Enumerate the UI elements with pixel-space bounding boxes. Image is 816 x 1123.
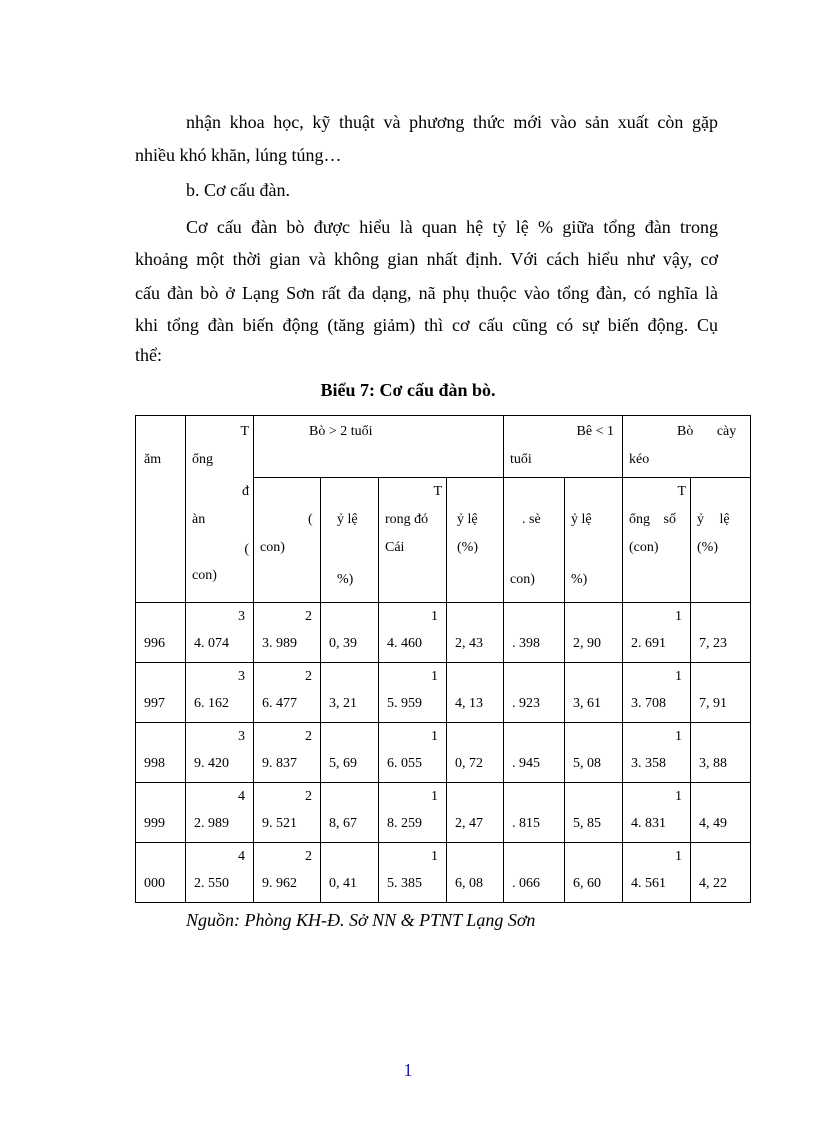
table-cell: 1 4. 460 (379, 603, 447, 663)
table-cell: 2, 90 (565, 603, 623, 663)
table-cell: 8, 67 (321, 783, 379, 843)
table-cell: 998 (136, 723, 186, 783)
table-row (136, 723, 751, 783)
header-draft-total: T ổng số (con) (623, 478, 691, 603)
table-cell: 2 6. 477 (254, 663, 321, 723)
table-cell: 0, 39 (321, 603, 379, 663)
header-draft-ratio: ỷ lệ (%) (691, 478, 751, 603)
header-group-cows-over-2: Bò > 2 tuổi (254, 416, 504, 478)
table-cell: 1 3. 708 (623, 663, 691, 723)
cattle-structure-table (135, 415, 751, 903)
table-cell: 2 9. 962 (254, 843, 321, 903)
header-group-calves-under-1: Bê < 1 tuổi (504, 416, 623, 478)
table-cell: . 398 (504, 603, 565, 663)
table-cell: . 066 (504, 843, 565, 903)
header-group-draft-cattle: Bò cày kéo (623, 416, 751, 478)
table-cell: 1 8. 259 (379, 783, 447, 843)
table-cell: 0, 72 (447, 723, 504, 783)
table-cell: 1 2. 691 (623, 603, 691, 663)
table-cell: 4, 49 (691, 783, 751, 843)
paragraph-line: khi tổng đàn biến động (tăng giảm) thì cơ cấu cũng có sự biến động. Cụ (135, 315, 718, 335)
table-cell: 4, 13 (447, 663, 504, 723)
paragraph-line: khoảng một thời gian và không gian nhất định. Với cách hiểu như vậy, cơ (135, 249, 718, 269)
table-cell: 999 (136, 783, 186, 843)
table-cell: 1 5. 959 (379, 663, 447, 723)
section-heading: b. Cơ cấu đàn. (186, 180, 290, 200)
table-cell: 1 4. 831 (623, 783, 691, 843)
table-cell: 4, 22 (691, 843, 751, 903)
table-cell: 0, 41 (321, 843, 379, 903)
table-cell: . 923 (504, 663, 565, 723)
table-cell: 2 3. 989 (254, 603, 321, 663)
table-cell: 3, 61 (565, 663, 623, 723)
header-calf-count: . sè con) (504, 478, 565, 603)
table-cell: 3 6. 162 (186, 663, 254, 723)
table-cell: 5, 69 (321, 723, 379, 783)
header-ratio: ỷ lệ %) (321, 478, 379, 603)
table-cell: 997 (136, 663, 186, 723)
table-row (136, 783, 751, 843)
header-count: ( con) (254, 478, 321, 603)
table-cell: 1 3. 358 (623, 723, 691, 783)
table-cell: 2 9. 521 (254, 783, 321, 843)
paragraph-line: nhận khoa học, kỹ thuật và phương thức mới vào sản xuất còn gặp (186, 112, 718, 132)
table-cell: 3 9. 420 (186, 723, 254, 783)
table-cell: 4 2. 550 (186, 843, 254, 903)
header-female-ratio: ỷ lệ (%) (447, 478, 504, 603)
table-cell: 6, 08 (447, 843, 504, 903)
table-cell: 3 4. 074 (186, 603, 254, 663)
header-calf-ratio: ỷ lệ %) (565, 478, 623, 603)
table-cell: . 945 (504, 723, 565, 783)
table-cell: 1 6. 055 (379, 723, 447, 783)
table-cell: 4 2. 989 (186, 783, 254, 843)
table-cell: 5, 08 (565, 723, 623, 783)
table-cell: 3, 88 (691, 723, 751, 783)
header-females: T rong đó Cái (379, 478, 447, 603)
table-cell: 3, 21 (321, 663, 379, 723)
table-cell: 6, 60 (565, 843, 623, 903)
table-cell: 7, 23 (691, 603, 751, 663)
table-cell: 000 (136, 843, 186, 903)
page-number: 1 (403, 1060, 413, 1080)
table-cell: 996 (136, 603, 186, 663)
table-cell: 7, 91 (691, 663, 751, 723)
table-cell: 2 9. 837 (254, 723, 321, 783)
table-cell: . 815 (504, 783, 565, 843)
table-row (136, 603, 751, 663)
table-cell: 1 5. 385 (379, 843, 447, 903)
paragraph-line: Cơ cấu đàn bò được hiểu là quan hệ tỷ lệ % giữa tổng đàn trong (186, 217, 718, 237)
table-caption: Biểu 7: Cơ cấu đàn bò. (320, 380, 496, 400)
header-year: ăm (136, 416, 186, 603)
paragraph-line: nhiều khó khăn, lúng túng… (135, 145, 342, 165)
paragraph-line: thể: (135, 345, 162, 365)
table-cell: 1 4. 561 (623, 843, 691, 903)
table-cell: 2, 47 (447, 783, 504, 843)
table-row (136, 843, 751, 903)
table-row (136, 663, 751, 723)
table-source: Nguồn: Phòng KH-Đ. Sở NN & PTNT Lạng Sơn (186, 910, 536, 930)
table-cell: 2, 43 (447, 603, 504, 663)
paragraph-line: cấu đàn bò ở Lạng Sơn rất đa dạng, nã phụ thuộc vào tổng đàn, có nghĩa là (135, 283, 718, 303)
table-cell: 5, 85 (565, 783, 623, 843)
header-total: T ổng đ àn ( con) (186, 416, 254, 603)
